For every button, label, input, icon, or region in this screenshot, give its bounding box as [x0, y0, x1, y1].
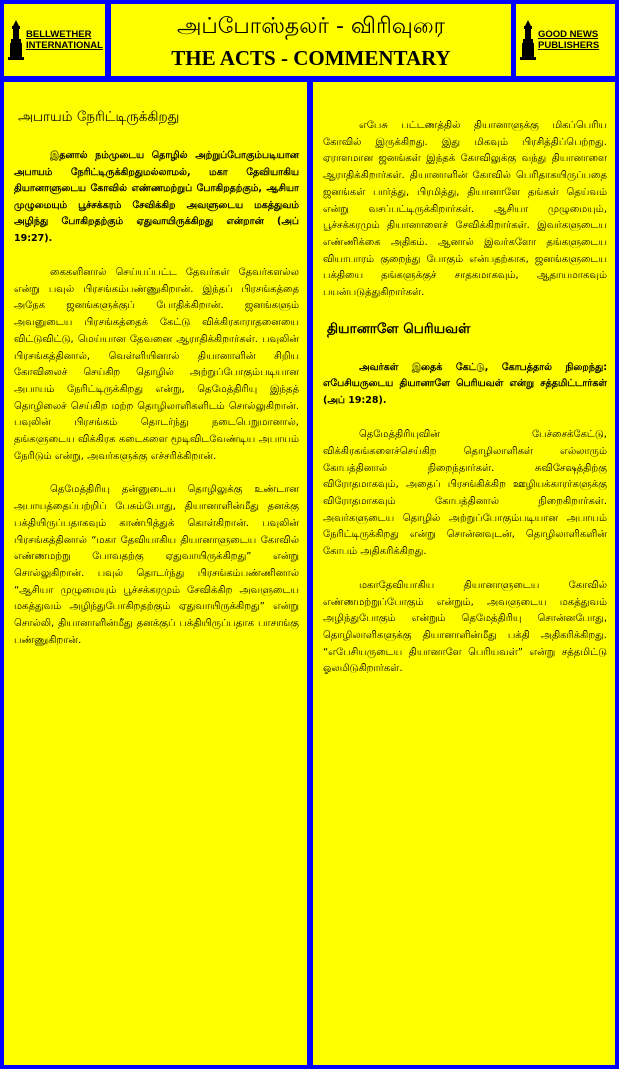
scripture-quote: அவர்கள் இதைக் கேட்டு, கோபத்தால் நிறைந்து: எபேசியருடைய தியானாளே பெரியவள் என்று சத்தமிட்டார்கள் (அப் 19:28).	[323, 361, 607, 406]
left-logo-line1: BELLWETHER	[26, 29, 92, 40]
publisher-logo-left	[4, 4, 105, 76]
commentary-paragraph: கைகளினால் செய்யப்பட்ட தேவர்கள் தேவர்களல்ல என்று பவுல் பிரசங்கம்பண்ணுகிறான். இந்தப் பிரசங்கத்தை அநேக ஜனங்களுக்குப் போதிக்கிறான். ஜனங்களும் அவனுடைய பிரசங்கத்தைக் கேட்டு விக்கிரகாராதனையை விட்டுவிட்டு, மெய்யான தேவனை ஆராதிக்கிறார்கள். பவுலின் பிரசங்கத்தினால், வெள்ளியினால் தியானாளின் சிறிய கோவிலைச் செய்கிற தொழில் அற்றுப்போகும்படியான அபாயம் நேரிட்டிருக்கிறது என்று, தெமேத்திரியு இந்தத் தொழிலைச் செய்கிற மற்ற தொழிலாளிகளிடம் சொல்லுகிறான். பவுலின் பிரசங்கம் தொடர்ந்து நடைபெறுமானால், தங்களுடைய விக்கிரக கடைகளை மூடிவிடவேண்டிய அபாயம் நேரிடும் என்று, அவர்களுக்கு எச்சரிக்கிறான்.	[14, 267, 299, 462]
right-column	[313, 82, 615, 1065]
left-column	[4, 82, 307, 1065]
page-header	[111, 4, 511, 76]
section-heading-danger: அபாயம் நேரிட்டிருக்கிறது	[18, 109, 180, 125]
right-logo-line2: PUBLISHERS	[538, 40, 600, 51]
commentary-paragraph: தெமேத்திரியு தன்னுடைய தொழிலுக்கு உண்டான அபாயத்தைப்பற்றிப் பேசும்போது, தியானாளின்மீது தனக்கு பக்தியிருப்பதாகவும் காண்பித்துக் கொள்கிறான். பவுலின் பிரசங்கத்தினால் “மகா தேவியாகிய தியானாளுடைய கோவில் எண்ணமற்று போவதற்கு ஏதுவாயிருக்கிறது” என்று சொல்லுகிறான். பவுல் தொடர்ந்து பிரசங்கம்பண்ணினால் “ஆசியா முழுமையும் பூச்சக்கரமும் சேவிக்கிற அவளுடைய மகத்துவம் அழிந்துபோகிறதற்கும் ஏதுவாயிருக்கிறது” என்று சொல்லி, தியானாளின்மீது தனக்குப் பக்தியிருப்பதாக பாசாங்கு பண்ணுகிறான்.	[14, 484, 299, 646]
section-heading-diana: தியானாளே பெரியவள்	[327, 320, 471, 337]
commentary-paragraph: மகாதேவியாகிய தியானாளுடைய கோவில் எண்ணமற்றுப்போகும் என்றும், அவளுடைய மகத்துவம் அழிந்துபோகும் என்றும் தெமேத்திரியு சொன்னபோது, தொழிலாளிகளுக்கு தியானாளின்மீது பக்தி அதிகரிக்கிறது. “எபேசியருடைய தியானாளே பெரியவள்” என்று சத்தமிட்டு ஓலமிடுகிறார்கள்.	[323, 579, 607, 675]
commentary-paragraph: எபேசு பட்டணத்தில் தியானாளுக்கு மிகப்பெரிய கோவில் இருக்கிறது. இது மிகவும் பிரசித்திப்பெற்றது. ஏராளமான ஜனங்கள் இந்தக் கோவிலுக்கு வந்து தியானாளை ஆராதிக்கிறார்கள். தியானாளின் கோவில் பெரிதாகயிருப்பதை ஜனங்கள் பார்த்து, பிரமித்து, தியானாளே தங்கள் தெய்வம் என்று வசப்பட்டிருக்கிறார்கள். ஆசியா முழுமையும், பூச்சக்கரமும் தியானாளைச் சேவிக்கிறார்கள். இவர்களுடைய எண்ணிக்கை அதிகம். ஆனால் இவர்களோ தங்களுடைய வியாபாரம் குறைந்து போகும் என்பதற்காக, ஜனங்களுடைய பக்தியை தங்களுக்குச் சாதகமாகவும், ஆதாயமாகவும் பயன்படுத்துகிறார்கள்.	[323, 120, 607, 299]
title-english: THE ACTS - COMMENTARY	[171, 46, 451, 70]
bell-tower-icon	[520, 20, 536, 60]
scripture-quote: இதனால் நம்முடைய தொழில் அற்றுப்போகும்படியான அபாயம் நேரிட்டிருக்கிறதுமல்லாமல், மகா தேவியாகிய தியானாளுடைய கோவில் எண்ணமற்றுப் போகிறதற்கும், ஆசியா முழுமையும் பூச்சக்கரம் சேவிக்கிற அவளுடைய மகத்துவம் அழிந்து போகிறதற்கும் ஏதுவாயிருக்கிறது என்றான் (அப் 19:27).	[14, 150, 299, 244]
bell-tower-icon	[8, 20, 24, 60]
publisher-logo-right	[516, 4, 615, 76]
commentary-paragraph: தெமேத்திரியுவின் பேச்சைக்கேட்டு, விக்கிரகங்களைச்செய்கிற தொழிலாளிகள் எல்லாரும் கோபத்தினால் நிறைந்தார்கள். சுவிசேஷத்திற்கு விரோதமாகவும், அதைப் பிரசங்கிக்கிற ஊழியக்காரர்களுக்கு விரோதமாகவும் கோபத்தினால் நிறைகிறார்கள். அவர்களுடைய தொழில் அற்றுப்போகும்படியான அபாயம் நேரிட்டிருக்கிறது என்று சொன்னவுடன், தொழிலாளிகளின் கோபம் அதிகரிக்கிறது.	[323, 429, 607, 558]
right-logo-line1: GOOD NEWS	[538, 29, 599, 40]
title-tamil: அப்போஸ்தலர் - விரிவுரை	[176, 14, 446, 39]
left-logo-line2: INTERNATIONAL	[26, 40, 103, 51]
